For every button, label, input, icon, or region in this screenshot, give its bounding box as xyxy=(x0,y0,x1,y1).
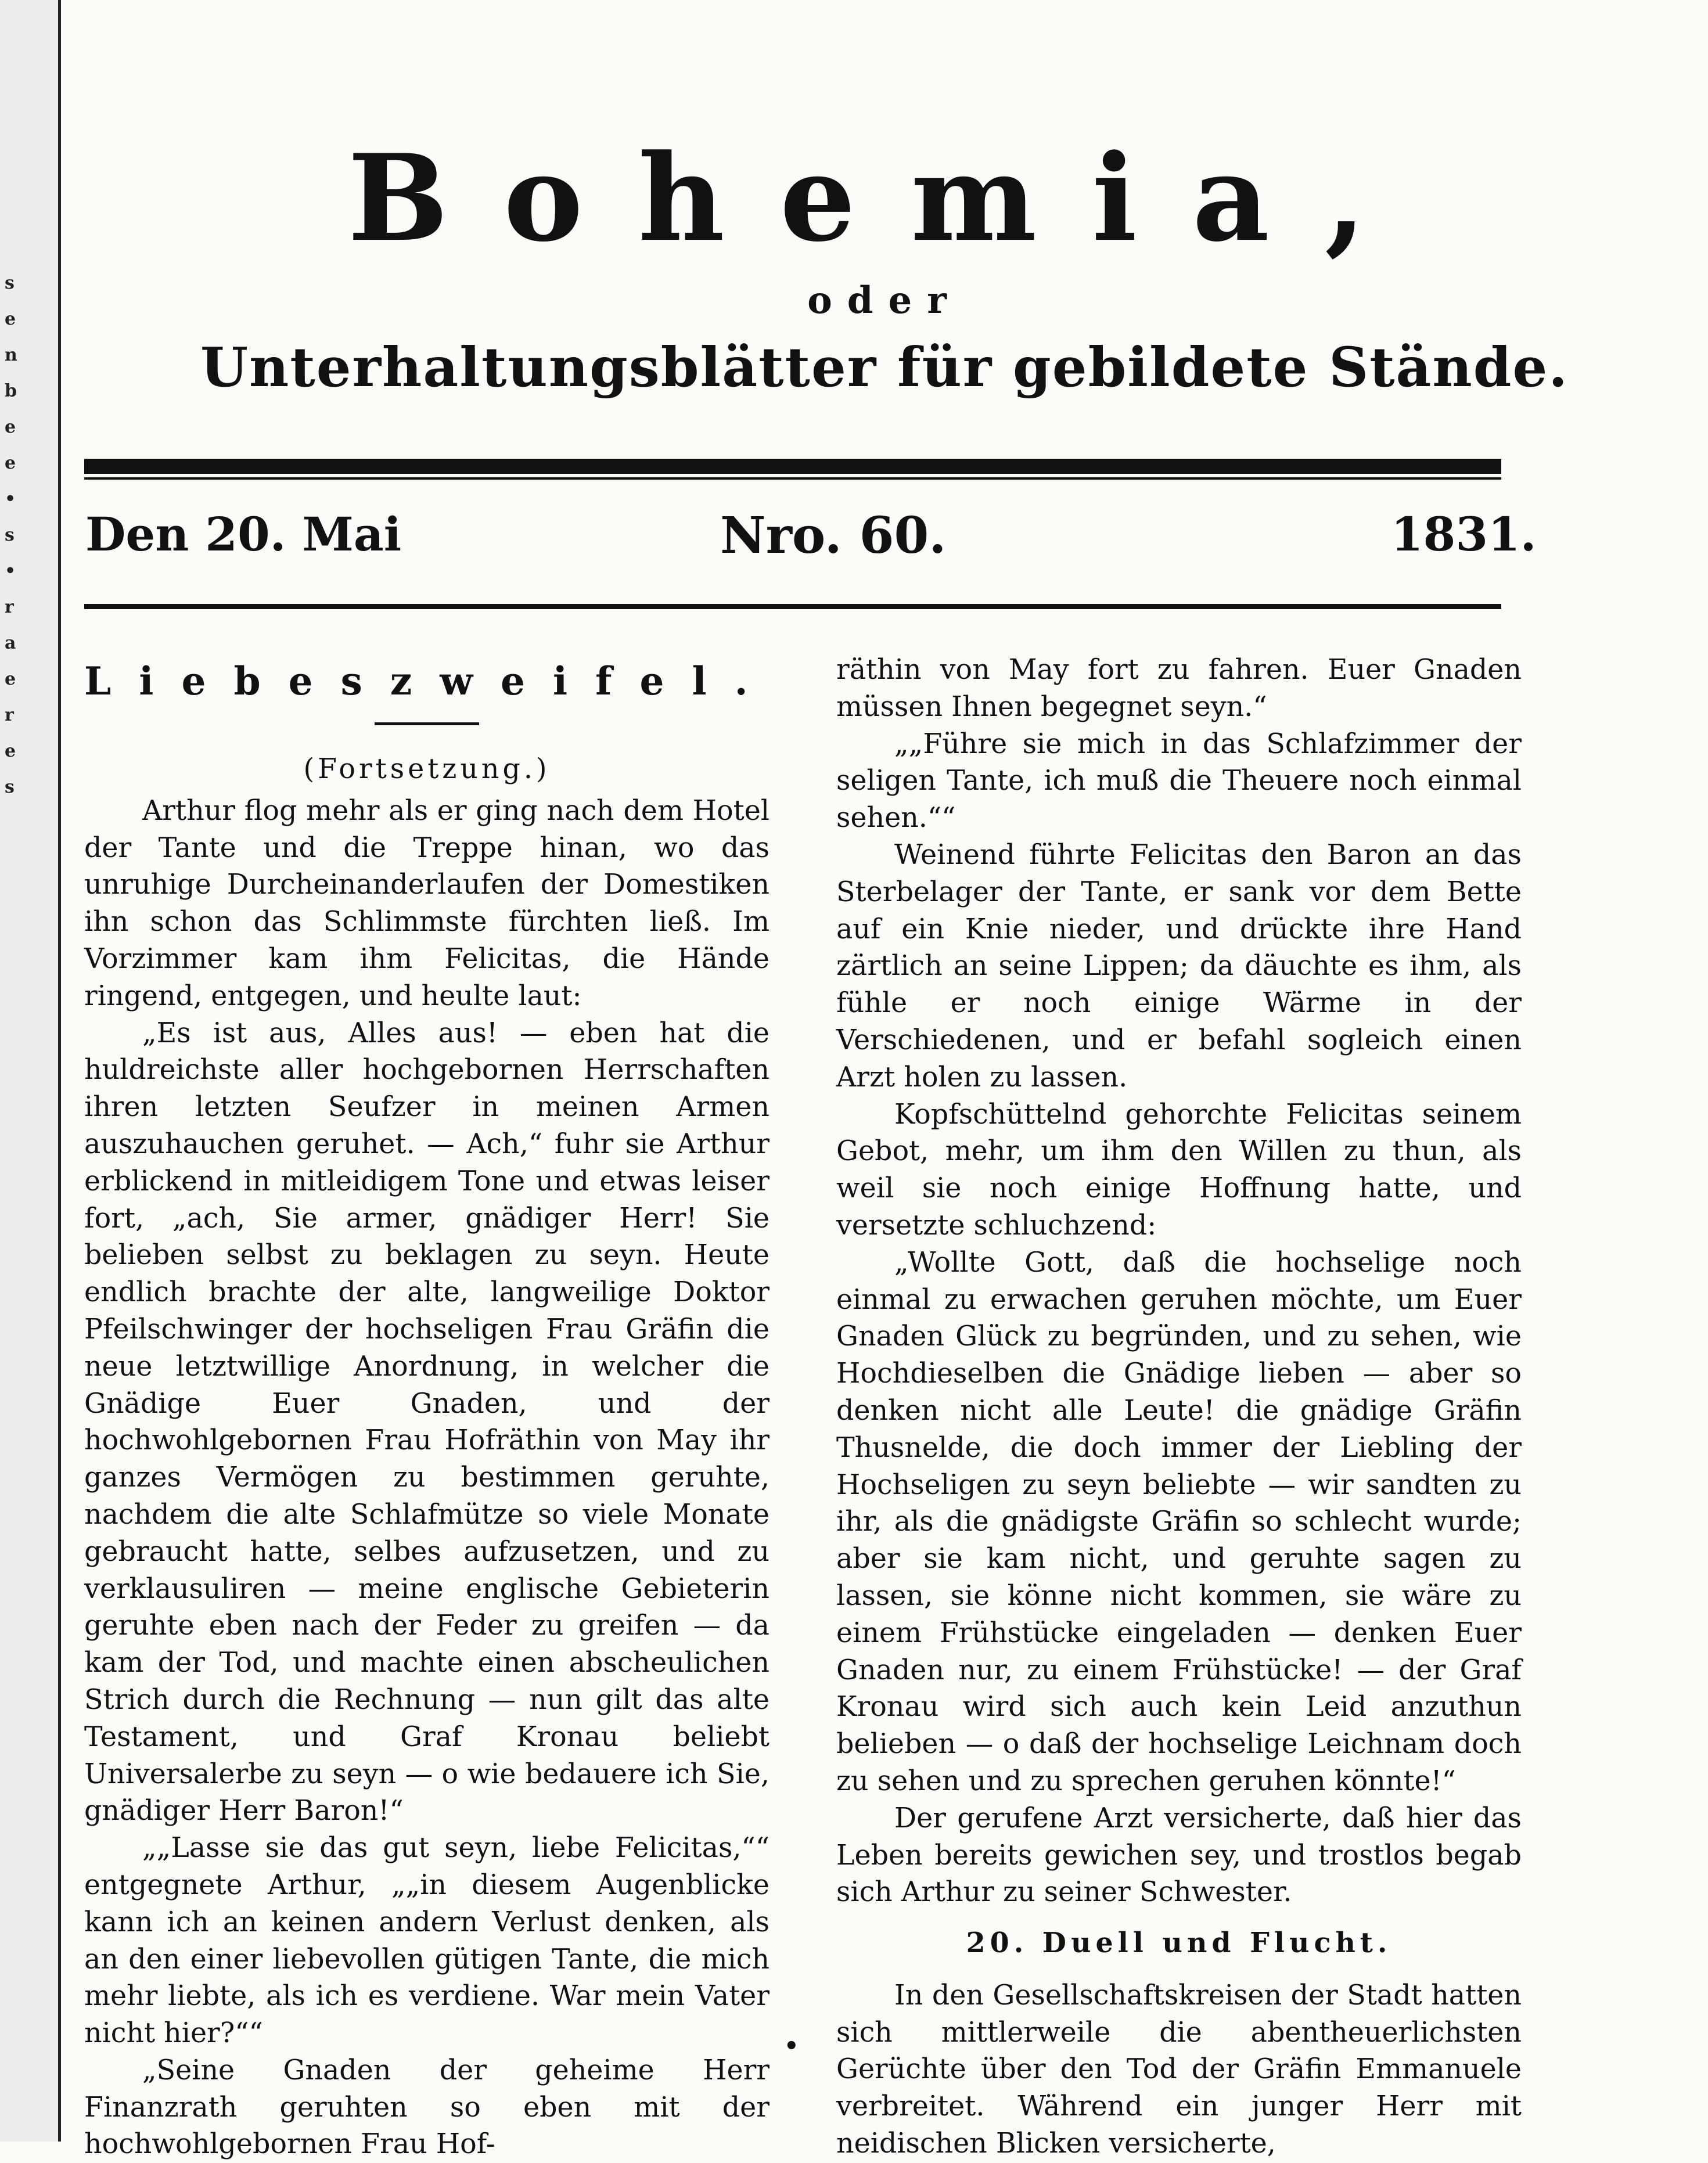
margin-fragment: e xyxy=(5,417,16,437)
left-paragraph: Arthur flog mehr als er ging nach dem Hotel der Tante und die Treppe hinan, wo das unruhige Durcheinanderlaufen der Domestiken ihn schon das Schlimmste fürchten ließ. Im Vorzimmer kam ihm Felicitas, die Hände ringend, entgegen, und heulte laut: xyxy=(84,794,770,1012)
margin-fragment: e xyxy=(5,741,16,761)
issue-number: Nro. 60. xyxy=(720,506,947,565)
dateline-rule xyxy=(84,604,1501,609)
margin-fragment: e xyxy=(5,453,16,473)
right-paragraph: räthin von May fort zu fahren. Euer Gnaden müssen Ihnen begegnet seyn.“ xyxy=(836,654,1522,723)
margin-fragment: s xyxy=(5,777,15,797)
continued-label: (Fortsetzung.) xyxy=(303,753,551,785)
margin-fragment: n xyxy=(5,345,17,365)
title-rule xyxy=(375,722,479,725)
issue-year: 1831. xyxy=(1391,507,1537,562)
margin-fragment: • xyxy=(5,489,16,509)
margin-fragment: r xyxy=(5,705,14,725)
masthead-subtitle: Unterhaltungsblätter für gebildete Stände. xyxy=(200,336,1569,400)
footer-mark: • xyxy=(784,2032,799,2060)
margin-fragment: r xyxy=(5,597,14,617)
left-paragraph: „Es ist aus, Alles aus! — eben hat die huldreichste aller hochgebornen Herrschaften ihren letzten Seufzer in meinen Armen auszuhauchen geruhet. — Ach,“ fuhr sie Arthur erblickend in mitleidigem Tone und etwas leiser fort, „ach, Sie armer, gnädiger Herr! Sie belieben selbst zu beklagen zu seyn. Heute endlich brachte der alte, langweilige Doktor Pfeilschwinger der hochseligen Frau Gräfin die neue letztwillige Anordnung, in welcher die Gnädige Euer Gnaden, und der hochwohlgebornen Frau Hofräthin von May ihr ganzes Vermögen zu bestimmen geruhte, nachdem die alte Schlafmütze so viele Monate gebraucht hatte, selbes aufzusetzen, und zu verklausuliren — meine englische Gebieterin geruhte eben nach der Feder zu greifen — da kam der Tod, und machte einen abscheulichen Strich durch die Rechnung — nun gilt das alte Testament, und Graf Kronau beliebt Universalerbe zu seyn — o wie bedauere ich Sie, gnädiger Herr Baron!“ xyxy=(84,1017,770,1827)
left-paragraph: „Seine Gnaden der geheime Herr Finanzrath geruhten so eben mit der hochwohlgebornen Frau Hof- xyxy=(84,2054,770,2161)
margin-fragment: b xyxy=(5,381,17,401)
right-paragraph: Weinend führte Felicitas den Baron an das Sterbelager der Tante, er sank vor dem Bette auf ein Knie nieder, und drückte ihre Hand zärtlich an seine Lippen; da däuchte es ihm, als fühle er noch einige Wärme in der Verschiedenen, und er befahl sogleich einen Arzt holen zu lassen. xyxy=(836,838,1522,1093)
masthead-rule xyxy=(84,459,1501,474)
right-paragraph: „Wollte Gott, daß die hochselige noch einmal zu erwachen geruhen möchte, um Euer Gnaden Glück zu begründen, und zu sehen, wie Hochdieselben die Gnädige lieben — aber so denken nicht alle Leute! die gnädige Gräfin Thusnelde, die doch immer der Liebling der Hochseligen zu seyn beliebte — wir sandten zu ihr, als die gnädigste Gräfin so schlecht wurde; aber sie kam nicht, und geruhte sagen zu lassen, sie könne nicht kommen, sie wäre zu einem Frühstücke eingeladen — denken Euer Gnaden nur, zu einem Frühstücke! — der Graf Kronau wird sich auch kein Leid anzuthun belieben — o daß der hochselige Leichnam doch zu sehen und zu sprechen geruhen könnte!“ xyxy=(836,1246,1522,1797)
section-heading: 20. Duell und Flucht. xyxy=(966,1927,1392,1960)
margin-fragment: s xyxy=(5,273,15,293)
newspaper-page xyxy=(61,0,1708,2161)
margin-fragment: e xyxy=(5,669,16,689)
issue-date: Den 20. Mai xyxy=(85,507,402,562)
masthead-oder: oder xyxy=(807,279,962,322)
left-column xyxy=(84,658,776,2163)
right-column xyxy=(836,652,1522,2162)
right-paragraph: „„Führe sie mich in das Schlafzimmer der seligen Tante, ich muß die Theuere noch einmal sehen.““ xyxy=(836,728,1522,834)
margin-fragment: • xyxy=(5,561,16,581)
masthead-title: Bohemia, xyxy=(347,129,1422,268)
right-paragraph: Der gerufene Arzt versicherte, daß hier das Leben bereits gewichen sey, und trostlos begab sich Arthur zu seiner Schwester. xyxy=(836,1802,1522,1909)
right-paragraph: Kopfschüttelnd gehorchte Felicitas seinem Gebot, mehr, um ihm den Willen zu thun, als weil sie noch einige Hoffnung hatte, und versetzte schluchzend: xyxy=(836,1098,1522,1241)
binding-strip xyxy=(0,0,61,2142)
section-paragraph: In den Gesellschaftskreisen der Stadt hatten sich mittlerweile die abentheuerlichsten Gerüchte über den Tod der Gräfin Emmanuele verbreitet. Während ein junger Herr mit neidischen Blicken versicherte, xyxy=(836,1979,1522,2160)
left-paragraph: „„Lasse sie das gut seyn, liebe Felicitas,““ entgegnete Arthur, „„in diesem Augenblicke kann ich an keinen andern Verlust denken, als an den einer liebevollen gütigen Tante, die mich mehr liebte, als ich es verdiene. War mein Vater nicht hier?““ xyxy=(84,1832,770,2050)
margin-fragment: a xyxy=(5,633,16,653)
article-title: Liebeszweifel. xyxy=(84,658,776,704)
margin-fragment: s xyxy=(5,525,15,545)
margin-fragment: e xyxy=(5,309,16,329)
